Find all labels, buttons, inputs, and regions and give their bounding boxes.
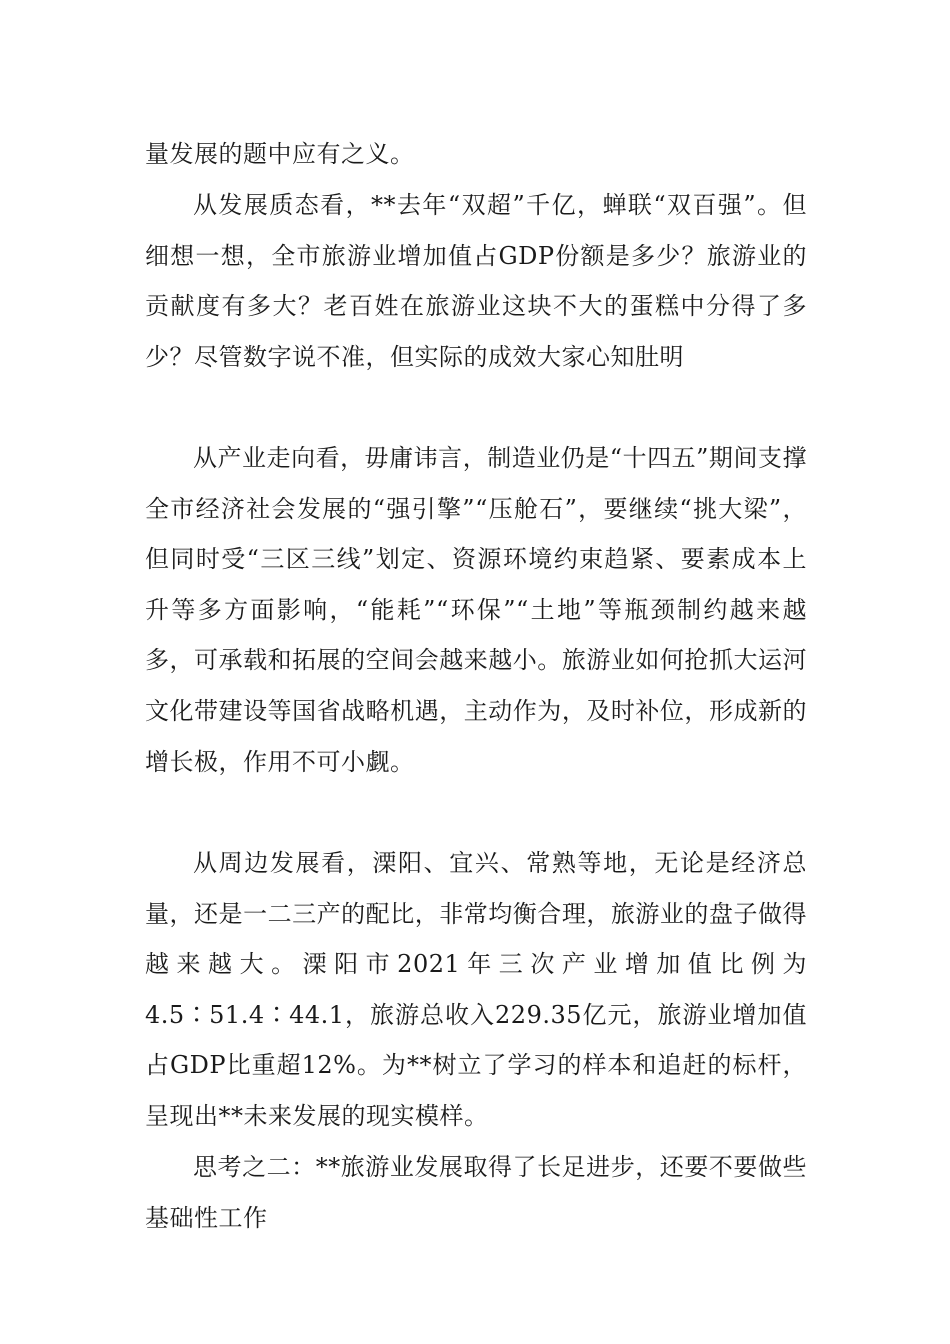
paragraph-surrounding-development: 从周边发展看，溧阳、宜兴、常熟等地，无论是经济总量，还是一二三产的配比，非常均衡合理，旅游业的盘子做得越来越大。溧阳市2021年三次产业增加值比例为4.5∶51.4∶44.1，旅游总收入229.35亿元，旅游业增加值占GDP比重超12%。为**树立了学习的样本和追赶的标杆，呈现出**未来发展的现实模样。 xyxy=(145,849,807,1130)
paragraph-thought-two-heading: 思考之二：**旅游业发展取得了长足进步，还要不要做些基础性工作 xyxy=(145,1153,807,1232)
paragraph-development-quality: 从发展质态看，**去年“双超”千亿，蝉联“双百强”。但细想一想，全市旅游业增加值占GDP份额是多少？旅游业的贡献度有多大？老百姓在旅游业这块不大的蛋糕中分得了多少？尽管数字说不准，但实际的成效大家心知肚明 xyxy=(145,191,807,371)
paragraph-industry-trend: 从产业走向看，毋庸讳言，制造业仍是“十四五”期间支撑全市经济社会发展的“强引擎”“压舱石”，要继续“挑大梁”，但同时受“三区三线”划定、资源环境约束趋紧、要素成本上升等多方面影响，“能耗”“环保”“土地”等瓶颈制约越来越多，可承载和拓展的空间会越来越小。旅游业如何抢抓大运河文化带建设等国省战略机遇，主动作为，及时补位，形成新的增长极，作用不可小觑。 xyxy=(145,444,807,776)
paragraph-continuation: 量发展的题中应有之义。 xyxy=(145,140,415,168)
